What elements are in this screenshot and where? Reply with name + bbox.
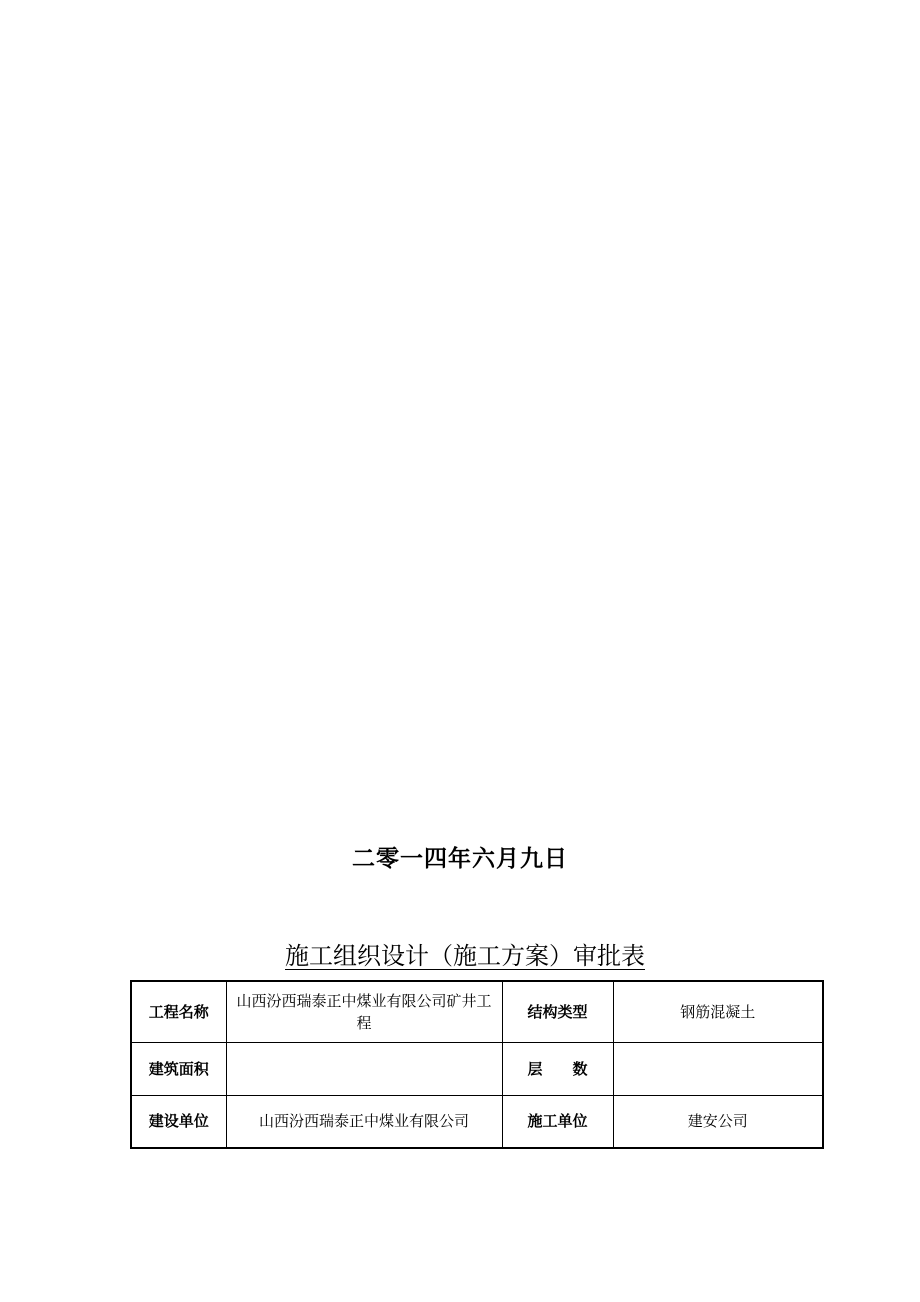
contractor-unit-label: 施工单位 <box>502 1095 613 1148</box>
floor-count-value <box>613 1042 823 1095</box>
client-unit-value: 山西汾西瑞泰正中煤业有限公司 <box>226 1095 502 1148</box>
table-row <box>131 1042 823 1095</box>
building-area-value <box>226 1042 502 1095</box>
building-area-label: 建筑面积 <box>131 1042 226 1095</box>
floor-count-label: 层 数 <box>502 1042 613 1095</box>
structure-type-value: 钢筋混凝土 <box>613 981 823 1042</box>
project-name-label: 工程名称 <box>131 981 226 1042</box>
structure-type-label: 结构类型 <box>502 981 613 1042</box>
approval-table <box>130 980 824 1149</box>
client-unit-label: 建设单位 <box>131 1095 226 1148</box>
table-row <box>131 1095 823 1148</box>
document-date: 二零一四年六月九日 <box>352 845 568 872</box>
form-title-text: 施工组织设计（施工方案）审批表 <box>285 942 645 970</box>
contractor-unit-value: 建安公司 <box>613 1095 823 1148</box>
form-title <box>0 939 920 973</box>
table-row <box>131 981 823 1042</box>
project-name-value: 山西汾西瑞泰正中煤业有限公司矿井工程 <box>226 981 502 1042</box>
